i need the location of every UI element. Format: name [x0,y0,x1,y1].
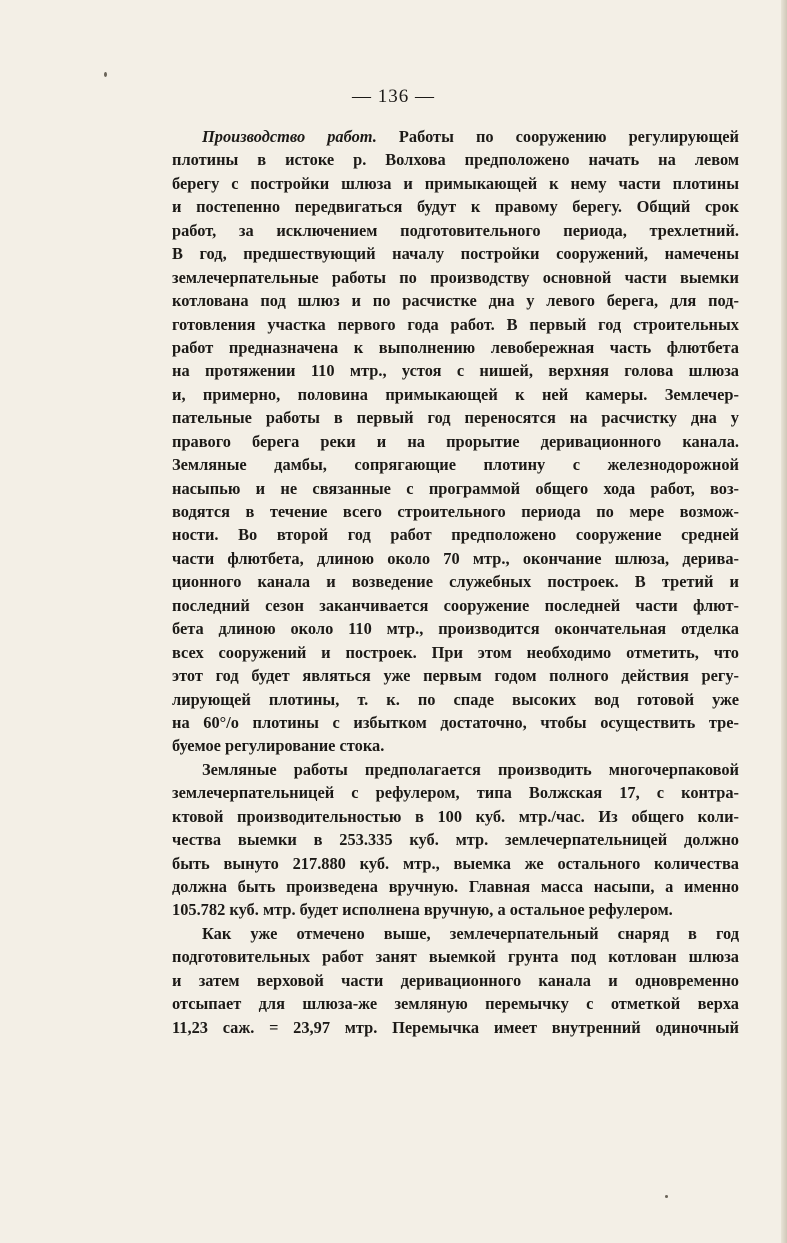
page-edge [781,0,787,1243]
text-line: 11,23 саж. = 23,97 мтр. Перемычка имеет внутренний одиночный [172,1017,739,1037]
scan-speck [665,1195,668,1198]
text-line: и, примерно, половина примыкающей к ней камеры. Землечер- [172,384,739,404]
text-line: отсыпает для шлюза-же земляную перемычку с отметкой верха [172,994,739,1014]
text-line: котлована под шлюз и по расчистке дна у левого берега, для под- [172,291,739,311]
body-text [172,125,739,1039]
text-line: на 60°/о плотины с избытком достаточно, чтобы осуществить тре- [172,712,739,732]
paragraph [172,125,739,758]
text-line: берегу с постройки шлюза и примыкающей к нему части плотины [172,173,739,193]
text-line: ционного канала и возведение служебных построек. В третий и [172,572,739,592]
paragraph [172,922,739,1039]
text-line: чества выемки в 253.335 куб. мтр. землечерпательницей должно [172,830,739,850]
text-line: землечерпательные работы по производству основной части выемки [172,267,739,287]
text-line: на протяжении 110 мтр., устоя с нишей, верхняя голова шлюза [172,361,739,381]
text-line: части флютбета, длиною около 70 мтр., окончание шлюза, дерива- [172,548,739,568]
text-line: пательные работы в первый год переносятся на расчистку дна у [172,408,739,428]
text-line: Производство работ. Работы по сооружению регулирующей [202,127,739,146]
text-line: насыпью и не связанные с программой общего хода работ, воз- [172,478,739,498]
text-line: этот год будет являться уже первым годом полного действия регу- [172,666,739,686]
text-line: и постепенно передвигаться будут к правому берегу. Общий срок [172,197,739,217]
text-line: ктовой производительностью в 100 куб. мтр./час. Из общего коли- [172,806,739,826]
text-line: Земляные дамбы, сопрягающие плотину с железнодорожной [172,455,739,475]
text-line: Как уже отмечено выше, землечерпательный снаряд в год [202,923,739,943]
text-line: быть вынуто 217.880 куб. мтр., выемка же остального количества [172,853,739,873]
text-line: водятся в течение всего строительного периода по мере возмож- [172,502,739,521]
paragraph [172,758,739,922]
text-line: землечерпательницей с рефулером, типа Волжская 17, с контра- [172,783,739,803]
text-line: В год, предшествующий началу постройки сооружений, намечены [172,244,739,264]
page-number: — 136 — [352,86,435,107]
text-line: Земляные работы предполагается производить многочерпаковой [202,759,739,779]
section-heading: Производство работ. [202,127,377,146]
text-line: бета длиною около 110 мтр., производится окончательная отделка [172,619,739,639]
scan-speck [104,72,107,77]
text-line: подготовительных работ занят выемкой грунта под котлован шлюза [172,947,739,967]
text-line: последний сезон заканчивается сооружение последней части флют- [172,595,739,615]
text-line: работ предназначена к выполнению левобережная часть флютбета [172,337,739,357]
text-line: плотины в истоке р. Волхова предположено начать на левом [172,150,739,170]
text-line: готовления участка первого года работ. В первый год строительных [172,314,739,334]
text-line: лирующей плотины, т. к. по спаде высоких вод готовой уже [172,689,739,709]
text-line: и затем верховой части деривационного канала и одновременно [172,970,739,990]
text-line: правого берега реки и на прорытие деривационного канала. [172,431,739,451]
text-line: ности. Во второй год работ предположено сооружение средней [172,525,739,545]
text-line: должна быть произведена вручную. Главная масса насыпи, а именно [172,877,739,896]
text-line: всех сооружений и построек. При этом необходимо отметить, что [172,642,739,662]
text-line: 105.782 куб. мтр. будет исполнена вручную, а остальное рефулером. [172,900,673,920]
text-line: буемое регулирование стока. [172,736,385,756]
text-line: работ, за исключением подготовительного периода, трехлетний. [172,220,739,240]
